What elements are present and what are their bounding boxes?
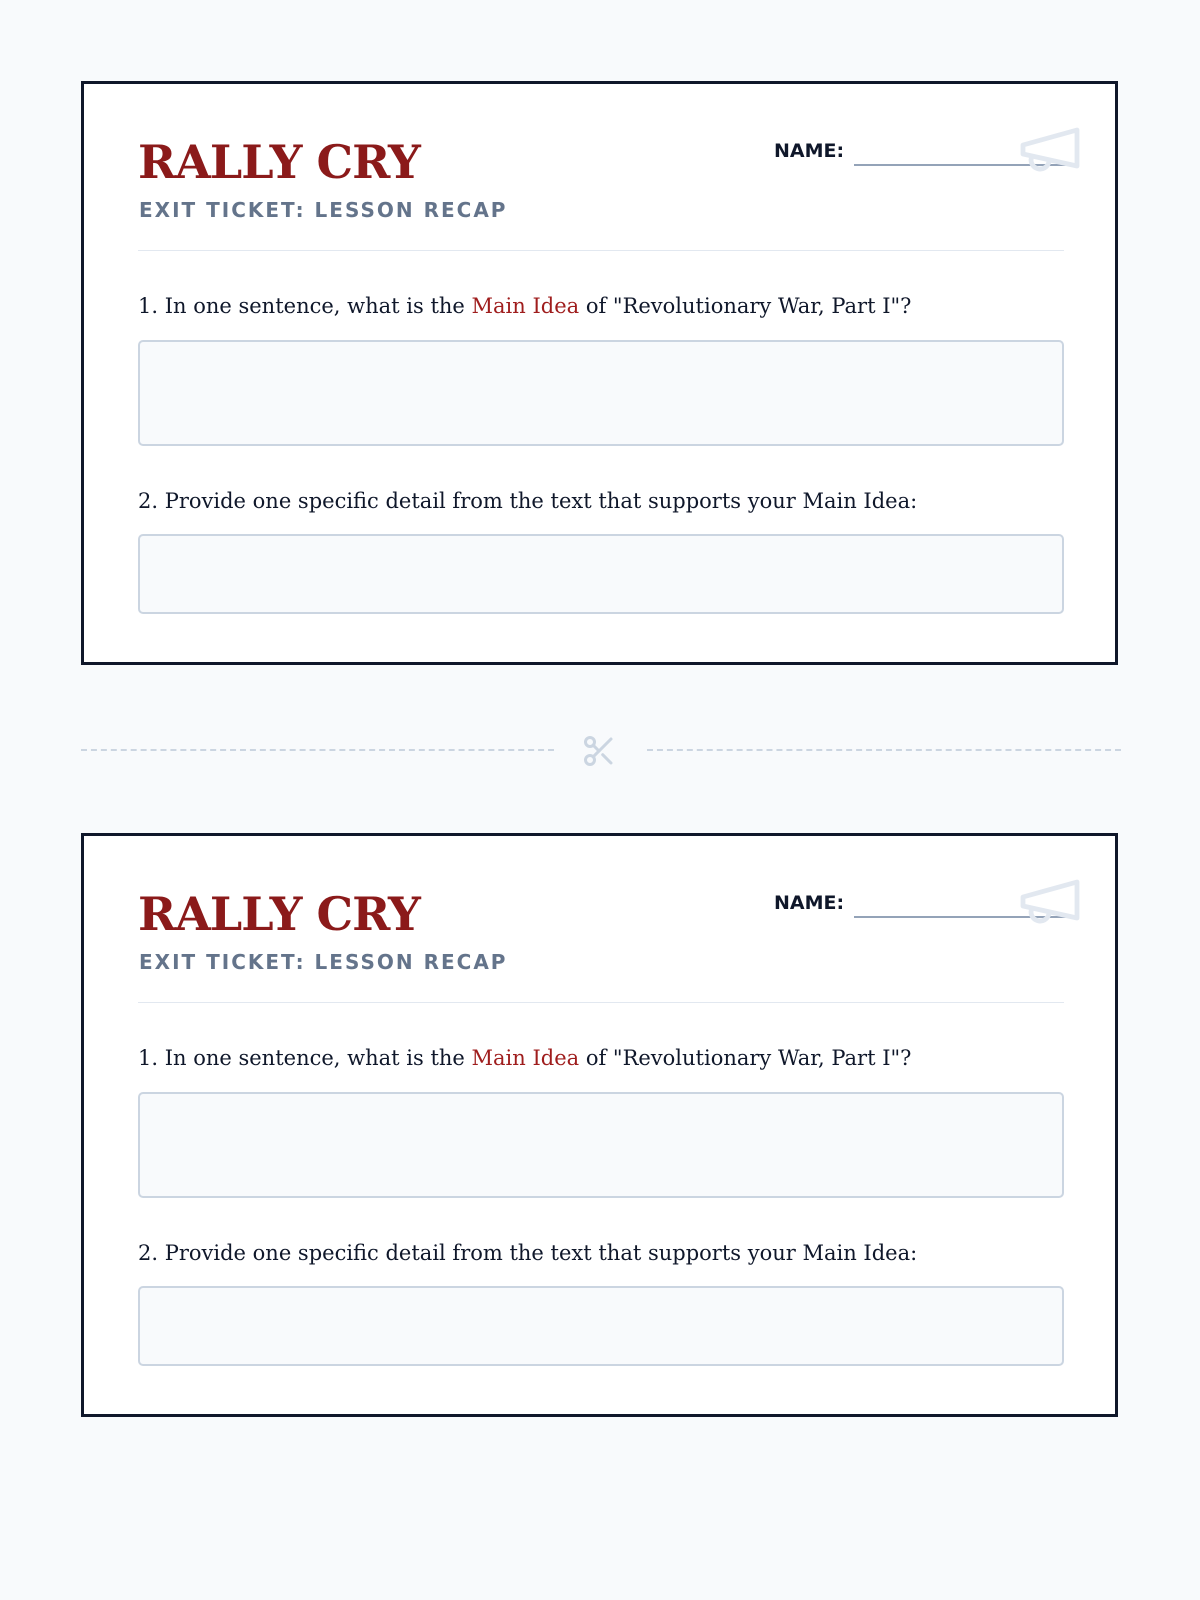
- question-1-prefix: 1. In one sentence, what is the: [138, 294, 472, 318]
- header-divider: [138, 1002, 1064, 1003]
- exit-ticket: [81, 833, 1118, 1417]
- ticket-title: RALLY CRY: [138, 135, 420, 189]
- megaphone-icon: [1014, 862, 1086, 938]
- exit-ticket: [81, 81, 1118, 665]
- main-idea-highlight: Main Idea: [471, 1046, 580, 1070]
- cut-line-left: [81, 749, 554, 751]
- ticket-subtitle: EXIT TICKET: LESSON RECAP: [139, 198, 508, 222]
- cut-line-right: [647, 749, 1121, 751]
- answer-box-1[interactable]: [138, 340, 1064, 446]
- question-1-suffix: of "Revolutionary War, Part I"?: [579, 294, 912, 318]
- ticket-subtitle: EXIT TICKET: LESSON RECAP: [139, 950, 508, 974]
- name-label: NAME:: [774, 140, 845, 162]
- answer-box-1[interactable]: [138, 1092, 1064, 1198]
- question-1-prefix: 1. In one sentence, what is the: [138, 1046, 472, 1070]
- question-1-suffix: of "Revolutionary War, Part I"?: [579, 1046, 912, 1070]
- main-idea-highlight: Main Idea: [471, 294, 580, 318]
- name-label: NAME:: [774, 892, 845, 914]
- question-1: [138, 1046, 911, 1071]
- question-2: 2. Provide one specific detail from the text that supports your Main Idea:: [138, 489, 918, 513]
- answer-box-2[interactable]: [138, 1286, 1064, 1366]
- scissors-icon: [581, 733, 617, 769]
- ticket-title: RALLY CRY: [138, 887, 420, 941]
- header-divider: [138, 250, 1064, 251]
- question-2: 2. Provide one specific detail from the text that supports your Main Idea:: [138, 1241, 918, 1265]
- question-1: [138, 294, 911, 319]
- answer-box-2[interactable]: [138, 534, 1064, 614]
- megaphone-icon: [1014, 110, 1086, 186]
